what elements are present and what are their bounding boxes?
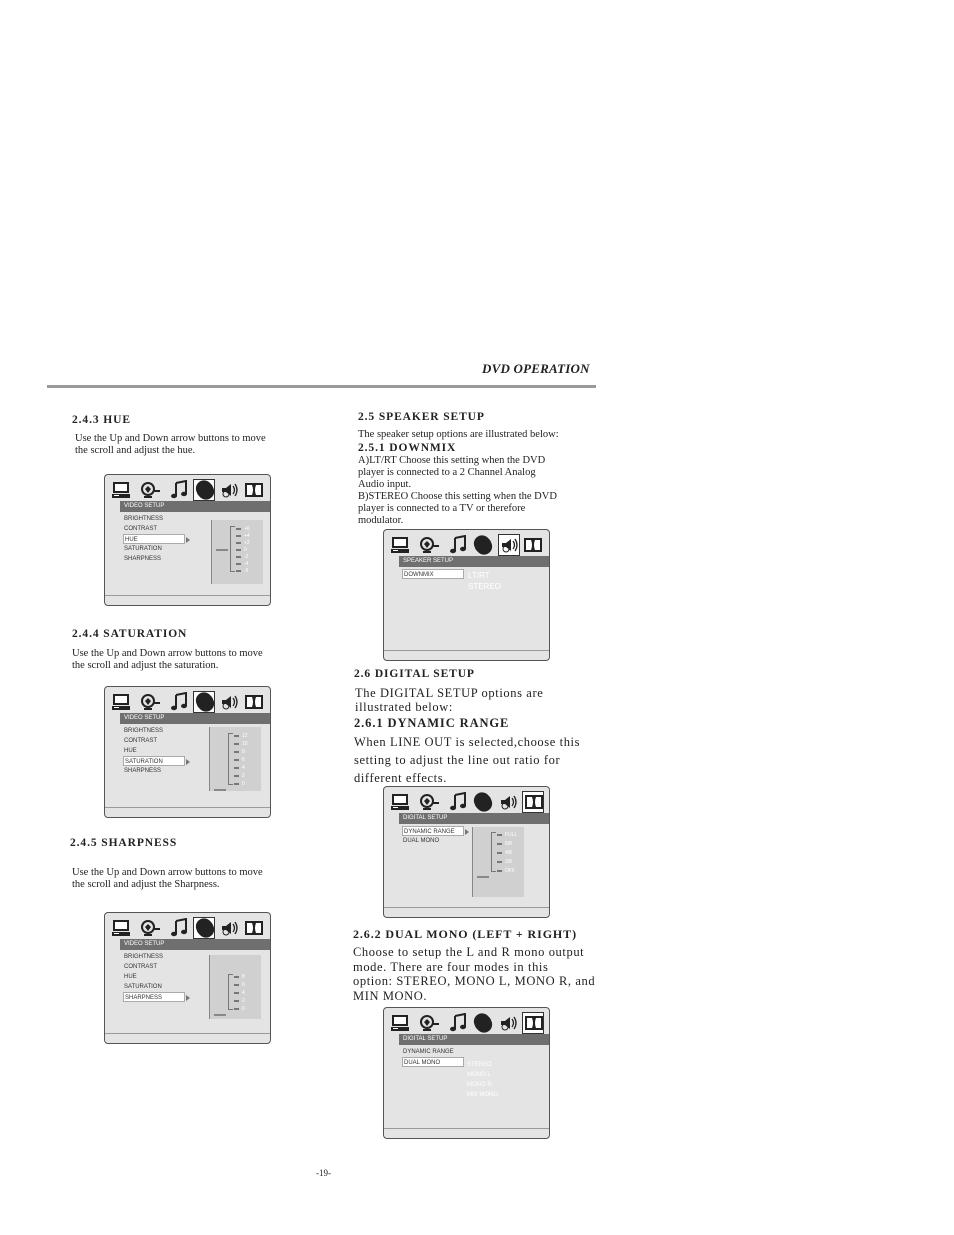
menu-item-list <box>123 726 185 776</box>
speaker-setup-intro: The speaker setup options are illustrated below: <box>358 429 559 440</box>
dynamic-range-heading: 2.6.1 DYNAMIC RANGE <box>354 716 510 730</box>
value-scale[interactable] <box>211 520 263 584</box>
scale-tick <box>236 542 241 544</box>
scale-tick <box>234 984 239 986</box>
scale-tick <box>236 528 241 530</box>
setup-tab-bar <box>390 791 545 813</box>
audio-setup-icon[interactable] <box>139 692 161 712</box>
scale-slider-handle[interactable] <box>216 549 228 551</box>
sharpness-osd-screen <box>104 912 271 1044</box>
osd-footer-line <box>105 807 270 808</box>
sharpness-heading: 2.4.5 SHARPNESS <box>70 837 178 849</box>
value-scale[interactable] <box>209 727 261 791</box>
menu-item-contrast[interactable]: CONTRAST <box>124 964 157 970</box>
selection-arrow-icon <box>186 759 190 765</box>
video-setup-icon[interactable] <box>193 691 215 713</box>
scale-tick <box>497 861 502 863</box>
setup-tab-bar <box>390 534 545 556</box>
music-note-icon[interactable] <box>448 535 470 555</box>
selection-arrow-icon <box>186 537 190 543</box>
menu-item-sharpness[interactable]: SHARPNESS <box>124 556 162 562</box>
scale-bracket <box>230 526 235 572</box>
scale-label: OFF <box>505 868 515 874</box>
scale-bracket <box>228 733 233 785</box>
page-number: -19- <box>316 1168 331 1178</box>
menu-item-hue[interactable]: HUE <box>123 534 185 544</box>
dynamic-range-text: When LINE OUT is selected,choose this setting to adjust the line out ratio for different effects. <box>354 735 581 785</box>
menu-item-list <box>402 569 464 579</box>
menu-item-dual-mono[interactable]: DUAL MONO <box>402 1057 464 1067</box>
scale-label: -4 <box>244 561 249 567</box>
scale-bracket <box>228 974 233 1010</box>
menu-item-brightness[interactable]: BRIGHTNESS <box>124 728 164 734</box>
option-mono-l[interactable]: MONO L <box>467 1072 491 1078</box>
speaker-setup-icon[interactable] <box>219 480 241 500</box>
scale-slider-handle[interactable] <box>214 789 226 791</box>
audio-setup-icon[interactable] <box>418 535 440 555</box>
menu-item-saturation[interactable]: SATURATION <box>124 546 162 552</box>
tv-setup-icon[interactable] <box>390 1013 412 1033</box>
option-list <box>468 570 501 592</box>
menu-item-brightness[interactable]: BRIGHTNESS <box>124 516 164 522</box>
speaker-osd-screen <box>383 529 550 661</box>
setup-tab-bar <box>390 1012 545 1034</box>
menu-item-contrast[interactable]: CONTRAST <box>124 738 157 744</box>
music-note-icon[interactable] <box>448 1013 470 1033</box>
scale-tick <box>236 563 241 565</box>
music-note-icon[interactable] <box>448 792 470 812</box>
digital-setup-icon[interactable] <box>243 692 265 712</box>
menu-item-list <box>402 1047 464 1067</box>
menu-item-dual-mono[interactable]: DUAL MONO <box>403 838 440 844</box>
sharpness-text: Use the Up and Down arrow buttons to move the scroll and adjust the Sharpness. <box>72 867 263 890</box>
menu-title-bar: SPEAKER SETUP <box>399 556 549 567</box>
scale-tick <box>236 570 241 572</box>
speaker-setup-icon[interactable] <box>219 692 241 712</box>
menu-item-sharpness[interactable]: SHARPNESS <box>124 768 162 774</box>
setup-tab-bar <box>111 691 266 713</box>
dual-mono-text: Choose to setup the L and R mono output mode. There are four modes in this option: STEREO, MONO L, MONO R, and MIN MONO. <box>353 945 596 1003</box>
menu-item-hue[interactable]: HUE <box>124 974 137 980</box>
menu-item-dynamic-range[interactable]: DYNAMIC RANGE <box>403 1049 454 1055</box>
option-mix-mono[interactable]: MIX MONO <box>467 1092 498 1098</box>
selection-arrow-icon <box>186 995 190 1001</box>
scale-tick <box>234 992 239 994</box>
scale-tick <box>234 751 239 753</box>
audio-setup-icon[interactable] <box>418 792 440 812</box>
menu-item-saturation[interactable]: SATURATION <box>124 984 162 990</box>
hue-text: Use the Up and Down arrow buttons to move the scroll and adjust the hue. <box>75 433 266 456</box>
digital-setup-icon[interactable] <box>243 918 265 938</box>
tv-setup-icon[interactable] <box>390 792 412 812</box>
scale-label: 0 <box>242 781 245 787</box>
scale-tick <box>234 775 239 777</box>
digital-setup-intro: The DIGITAL SETUP options are illustrated below: <box>355 686 544 714</box>
osd-footer-line <box>105 1033 270 1034</box>
audio-setup-icon[interactable] <box>139 480 161 500</box>
scale-tick <box>497 834 502 836</box>
speaker-setup-icon[interactable] <box>498 792 520 812</box>
tv-setup-icon[interactable] <box>111 692 133 712</box>
downmix-text: A)LT/RT Choose this setting when the DVD player is connected to a 2 Channel Analog Audio input. B)STEREO Choose this setting when the DVD player is connected to a TV or therefore modulator. <box>358 455 557 526</box>
hue-osd-screen <box>104 474 271 606</box>
video-setup-icon[interactable] <box>472 1013 494 1033</box>
osd-footer-line <box>384 650 549 651</box>
audio-setup-icon[interactable] <box>139 918 161 938</box>
menu-title-bar: DIGITAL SETUP <box>399 1034 549 1045</box>
music-note-icon[interactable] <box>169 480 191 500</box>
option-stereo[interactable]: STEREO <box>468 582 501 591</box>
speaker-setup-heading: 2.5 SPEAKER SETUP <box>358 411 485 423</box>
speaker-setup-icon[interactable] <box>498 534 520 556</box>
scale-label: +6 <box>244 526 250 532</box>
audio-setup-icon[interactable] <box>418 1013 440 1033</box>
page-header-title: DVD OPERATION <box>482 361 590 376</box>
scale-label: 6 <box>242 982 245 988</box>
speaker-setup-icon[interactable] <box>219 918 241 938</box>
menu-title-bar: VIDEO SETUP <box>120 713 270 724</box>
scale-bracket <box>491 832 496 872</box>
menu-title-bar: VIDEO SETUP <box>120 501 270 512</box>
scale-tick <box>497 870 502 872</box>
scale-label: +4 <box>244 533 250 539</box>
dual-mono-osd-screen <box>383 1007 550 1139</box>
scale-label: 8 <box>242 974 245 980</box>
scale-label: 12 <box>242 733 248 739</box>
selection-arrow-icon <box>465 829 469 835</box>
value-scale[interactable] <box>472 827 524 897</box>
scale-slider-handle[interactable] <box>477 876 489 878</box>
menu-item-list <box>402 826 464 846</box>
scale-tick <box>236 549 241 551</box>
menu-item-brightness[interactable]: BRIGHTNESS <box>124 954 164 960</box>
osd-footer-line <box>384 907 549 908</box>
option-lt-rt[interactable]: LT/RT <box>468 571 490 580</box>
hue-heading: 2.4.3 HUE <box>72 414 131 426</box>
dual-mono-heading: 2.6.2 DUAL MONO (LEFT + RIGHT) <box>353 927 577 941</box>
scale-label: 2/8 <box>505 859 512 865</box>
video-setup-icon[interactable] <box>472 535 494 555</box>
video-setup-icon[interactable] <box>193 479 215 501</box>
scale-tick <box>234 783 239 785</box>
osd-footer-line <box>105 595 270 596</box>
scale-slider-handle[interactable] <box>214 1014 226 1016</box>
scale-tick <box>234 767 239 769</box>
setup-tab-bar <box>111 479 266 501</box>
tv-setup-icon[interactable] <box>390 535 412 555</box>
tv-setup-icon[interactable] <box>111 480 133 500</box>
scale-label: 4/8 <box>505 850 512 856</box>
scale-tick <box>497 852 502 854</box>
saturation-osd-screen <box>104 686 271 818</box>
menu-title-bar: DIGITAL SETUP <box>399 813 549 824</box>
tv-setup-icon[interactable] <box>111 918 133 938</box>
scale-tick <box>234 759 239 761</box>
scale-label: -6 <box>244 568 249 574</box>
scale-label: 0 <box>242 1006 245 1012</box>
scale-tick <box>236 556 241 558</box>
digital-setup-icon[interactable] <box>522 535 544 555</box>
scale-tick <box>234 1008 239 1010</box>
scale-label: -2 <box>244 554 249 560</box>
scale-label: +2 <box>244 540 250 546</box>
scale-label: 4 <box>242 990 245 996</box>
music-note-icon[interactable] <box>169 692 191 712</box>
setup-tab-bar <box>111 917 266 939</box>
menu-item-downmix[interactable]: DOWNMIX <box>402 569 464 579</box>
value-scale[interactable] <box>209 955 261 1019</box>
scale-label: 2 <box>242 998 245 1004</box>
scale-tick <box>234 735 239 737</box>
menu-item-hue[interactable]: HUE <box>124 748 137 754</box>
downmix-heading: 2.5.1 DOWNMIX <box>358 442 457 454</box>
scale-label: 8 <box>242 749 245 755</box>
menu-title-bar: VIDEO SETUP <box>120 939 270 950</box>
scale-tick <box>234 1000 239 1002</box>
scale-label: FULL <box>505 832 518 838</box>
menu-item-dynamic-range[interactable]: DYNAMIC RANGE <box>402 826 464 836</box>
digital-setup-icon[interactable] <box>243 480 265 500</box>
menu-item-sharpness[interactable]: SHARPNESS <box>123 992 185 1002</box>
music-note-icon[interactable] <box>169 918 191 938</box>
option-mono-r[interactable]: MONO R <box>467 1082 492 1088</box>
scale-tick <box>497 843 502 845</box>
digital-setup-heading: 2.6 DIGITAL SETUP <box>354 668 475 680</box>
scale-label: 6/8 <box>505 841 512 847</box>
video-setup-icon[interactable] <box>472 792 494 812</box>
digital-setup-icon[interactable] <box>522 1012 544 1034</box>
saturation-heading: 2.4.4 SATURATION <box>72 628 188 640</box>
saturation-text: Use the Up and Down arrow buttons to move the scroll and adjust the saturation. <box>72 648 263 671</box>
scale-label: 4 <box>242 765 245 771</box>
scale-tick <box>234 743 239 745</box>
speaker-setup-icon[interactable] <box>498 1013 520 1033</box>
digital-setup-icon[interactable] <box>522 791 544 813</box>
scale-label: 0 <box>244 547 247 553</box>
video-setup-icon[interactable] <box>193 917 215 939</box>
scale-tick <box>236 535 241 537</box>
scale-label: 10 <box>242 741 248 747</box>
option-list <box>467 1060 498 1100</box>
scale-label: 2 <box>242 773 245 779</box>
osd-footer-line <box>384 1128 549 1129</box>
scale-tick <box>234 976 239 978</box>
option-stereo[interactable]: STEREO <box>467 1062 492 1068</box>
header-divider <box>47 385 596 388</box>
menu-item-list <box>123 952 185 1002</box>
menu-item-contrast[interactable]: CONTRAST <box>124 526 157 532</box>
menu-item-list <box>123 514 185 564</box>
scale-label: 6 <box>242 757 245 763</box>
menu-item-saturation[interactable]: SATURATION <box>123 756 185 766</box>
dynamic-range-osd-screen <box>383 786 550 918</box>
